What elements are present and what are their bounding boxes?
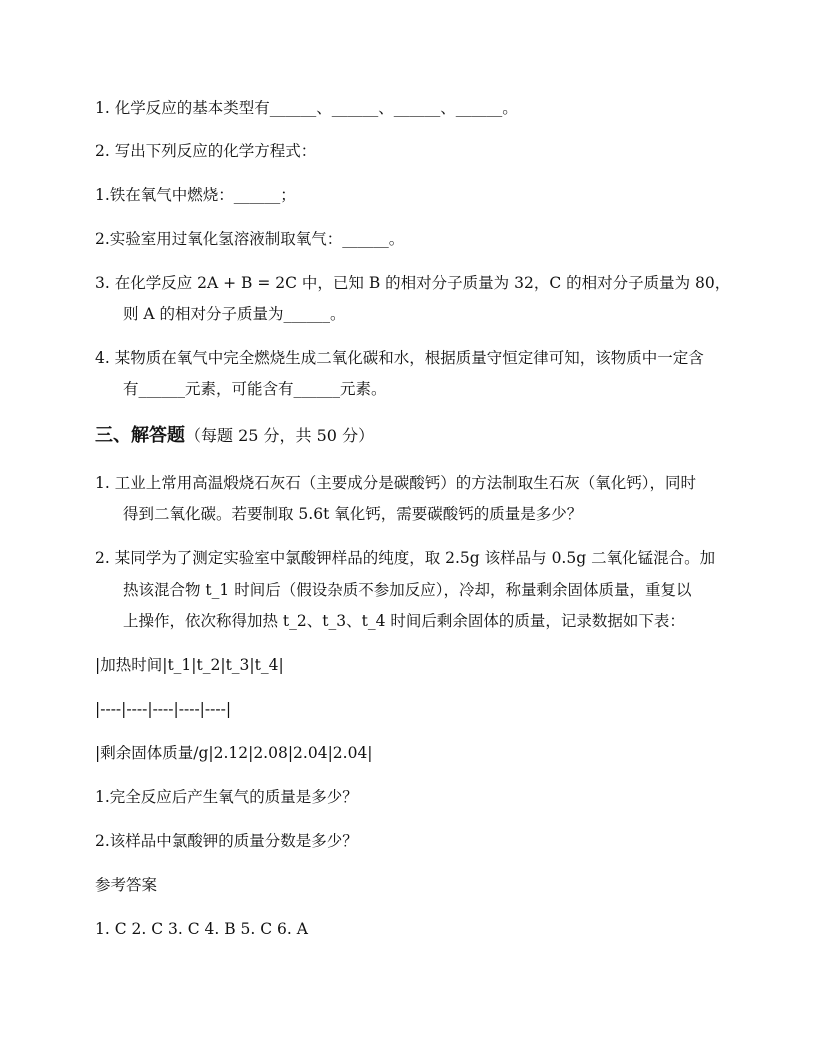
fill-question-3-line-1: 3. 在化学反应 2A + B = 2C 中，已知 B 的相对分子质量为 32，C 的相对分子质量为 80， [95,274,731,292]
answers-line-1: 1. C 2. C 3. C 4. B 5. C 6. A [95,920,308,938]
solve-question-2-line-2: 热该混合物 t_1 时间后（假设杂质不参加反应），冷却，称量剩余固体质量，重复以 [123,581,692,599]
table-row-separator: |----|----|----|----|----| [95,700,232,718]
section-3-title: 三、解答题 [95,425,185,446]
fill-question-3-line-2: 则 A 的相对分子质量为______。 [123,305,346,323]
solve-question-2-line-1: 2. 某同学为了测定实验室中氯酸钾样品的纯度，取 2.5g 该样品与 0.5g 二氧化锰混合。加 [95,549,716,567]
solve-question-1-line-2: 得到二氧化碳。若要制取 5.6t 氧化钙，需要碳酸钙的质量是多少？ [123,505,583,523]
fill-question-2-item-2: 2.实验室用过氧化氢溶液制取氧气：______。 [95,230,405,248]
fill-question-2-item-1: 1.铁在氧气中燃烧：______； [95,186,296,204]
fill-question-2: 2. 写出下列反应的化学方程式： [95,142,317,160]
section-3-heading [95,425,374,447]
sub-question-2: 2.该样品中氯酸钾的质量分数是多少？ [95,832,358,850]
solve-question-1-line-1: 1. 工业上常用高温煅烧石灰石（主要成分是碳酸钙）的方法制取生石灰（氧化钙），同时 [95,474,696,492]
fill-question-4-line-1: 4. 某物质在氧气中完全燃烧生成二氧化碳和水，根据质量守恒定律可知，该物质中一定含 [95,349,704,367]
fill-question-1: 1. 化学反应的基本类型有______、______、______、______。 [95,99,518,117]
table-row-header: |加热时间|t_1|t_2|t_3|t_4| [95,656,284,674]
answers-title: 参考答案 [95,876,158,894]
sub-question-1: 1.完全反应后产生氧气的质量是多少？ [95,788,358,806]
table-row-data: |剩余固体质量/g|2.12|2.08|2.04|2.04| [95,744,373,762]
solve-question-2-line-3: 上操作，依次称得加热 t_2、t_3、t_4 时间后剩余固体的质量，记录数据如下表： [123,612,685,630]
fill-question-4-line-2: 有______元素，可能含有______元素。 [123,380,387,398]
section-3-note: （每题 25 分，共 50 分） [185,426,375,445]
